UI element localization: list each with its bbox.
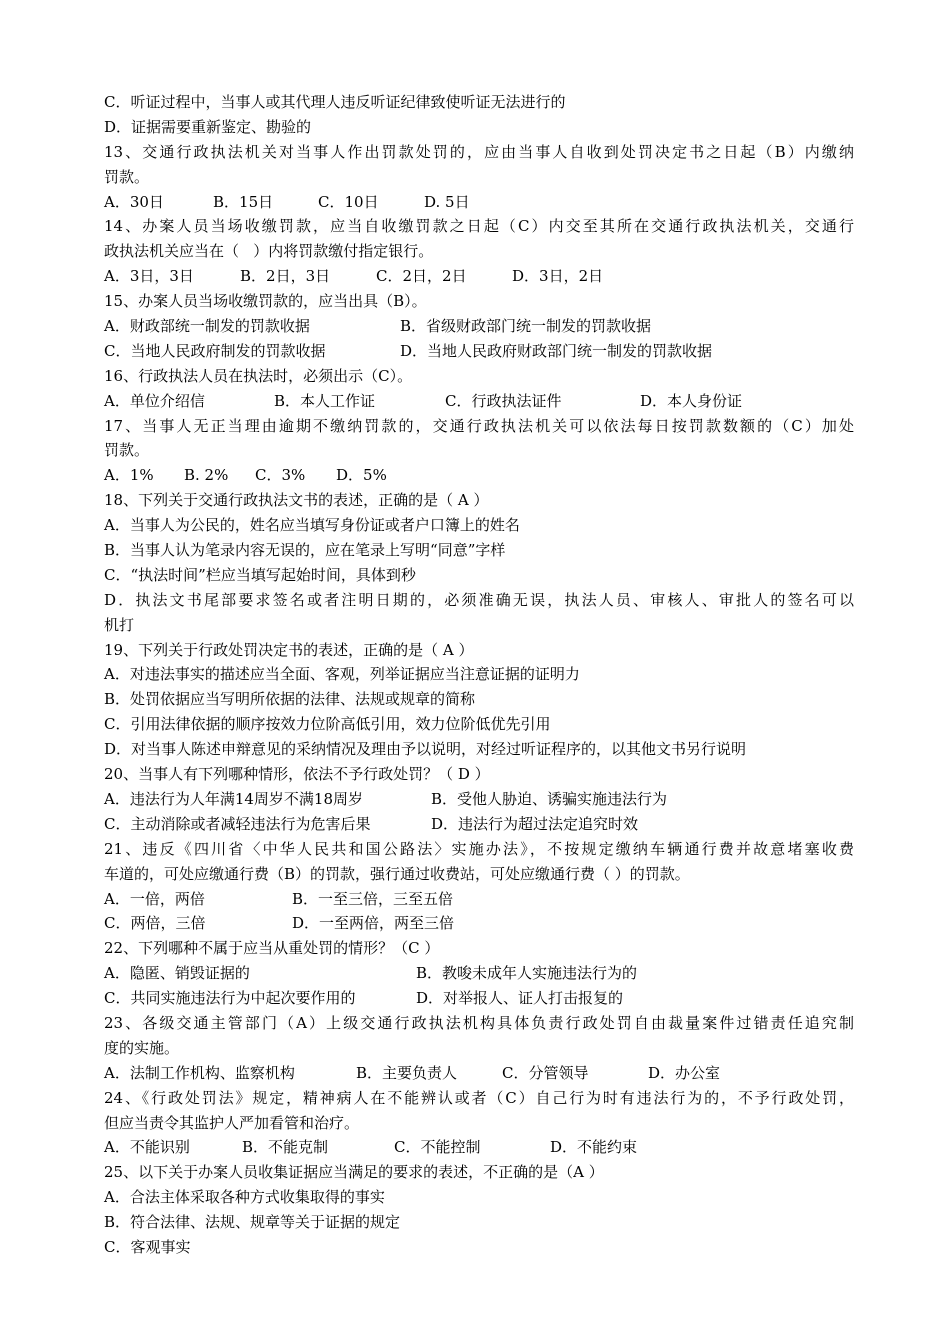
text-line: B．当事人认为笔录内容无误的，应在笔录上写明“同意”字样 <box>104 541 506 560</box>
option-row <box>104 314 854 339</box>
text-line: B．处罚依据应当写明所依据的法律、法规或规章的简称 <box>104 690 476 709</box>
answer-option: A．30日 <box>104 192 164 211</box>
answer-option: D．对举报人、证人打击报复的 <box>416 989 624 1008</box>
answer-option: A．一倍，两倍 <box>104 889 205 908</box>
answer-option: A．1% <box>104 466 154 485</box>
text-line: 度的实施。 <box>104 1038 180 1057</box>
option-row <box>104 389 854 414</box>
answer-option: D. 5日 <box>424 192 470 211</box>
option-row <box>104 1061 854 1086</box>
text-line: C．引用法律依据的顺序按效力位阶高低引用，效力位阶低优先引用 <box>104 715 551 734</box>
answer-option: C．共同实施违法行为中起次要作用的 <box>104 989 356 1008</box>
text-line: 机打 <box>104 615 135 634</box>
answer-option: D．本人身份证 <box>640 391 743 410</box>
answer-option: D．办公室 <box>648 1063 721 1082</box>
text-line: D．执法文书尾部要求签名或者注明日期的，必须准确无误，执法人员、审核人、审批人的签名可以 <box>104 590 854 609</box>
text-line: C．客观事实 <box>104 1237 191 1256</box>
answer-option: B．主要负责人 <box>356 1063 458 1082</box>
answer-option: B．受他人胁迫、诱骗实施违法行为 <box>431 789 668 808</box>
text-line: A．当事人为公民的，姓名应当填写身份证或者户口簿上的姓名 <box>104 516 520 535</box>
text-line: 25、以下关于办案人员收集证据应当满足的要求的表述，不正确的是（A ） <box>104 1163 604 1182</box>
answer-option: B．2日，3日 <box>240 267 331 286</box>
answer-option: B．本人工作证 <box>274 391 376 410</box>
answer-option: A．法制工作机构、监察机构 <box>104 1063 295 1082</box>
answer-option: B．省级财政部门统一制发的罚款收据 <box>400 317 652 336</box>
answer-option: C．分管领导 <box>502 1063 589 1082</box>
text-line: 13、交通行政执法机关对当事人作出罚款处罚的，应由当事人自收到处罚决定书之日起（B）内缴纳 <box>104 142 854 161</box>
answer-option: C．10日 <box>318 192 379 211</box>
answer-option: D．3日，2日 <box>512 267 604 286</box>
option-row <box>104 812 854 837</box>
text-line: A．合法主体采取各种方式收集取得的事实 <box>104 1188 385 1207</box>
answer-option: A．财政部统一制发的罚款收据 <box>104 317 310 336</box>
answer-option: C．当地人民政府制发的罚款收据 <box>104 341 326 360</box>
answer-option: A．3日，3日 <box>104 267 194 286</box>
document-page <box>104 90 854 1260</box>
text-line: 罚款。 <box>104 441 150 460</box>
answer-option: B．教唆未成年人实施违法行为的 <box>416 964 638 983</box>
text-line: B．符合法律、法规、规章等关于证据的规定 <box>104 1213 401 1232</box>
text-line: 24、《行政处罚法》规定，精神病人在不能辨认或者（C）自己行为时有违法行为的，不予行政处罚， <box>104 1088 854 1107</box>
answer-option: A．单位介绍信 <box>104 391 205 410</box>
text-line: 21、违反《四川省〈中华人民共和国公路法〉实施办法》，不按规定缴纳车辆通行费并故意堵塞收费 <box>104 839 854 858</box>
answer-option: D．5% <box>336 466 387 485</box>
option-row <box>104 339 854 364</box>
answer-option: B．15日 <box>213 192 274 211</box>
answer-option: C．不能控制 <box>394 1138 481 1157</box>
answer-option: C．两倍，三倍 <box>104 914 206 933</box>
text-line: 20、当事人有下列哪种情形，依法不予行政处罚？（ D ） <box>104 765 490 784</box>
text-line: 15、办案人员当场收缴罚款的，应当出具（B）。 <box>104 292 427 311</box>
option-row <box>104 190 854 215</box>
option-row <box>104 961 854 986</box>
option-row <box>104 787 854 812</box>
answer-option: A．隐匿、销毁证据的 <box>104 964 250 983</box>
text-line: D．证据需要重新鉴定、勘验的 <box>104 117 312 136</box>
answer-option: C．行政执法证件 <box>445 391 562 410</box>
option-row <box>104 911 854 936</box>
text-line: 政执法机关应当在（ ）内将罚款缴付指定银行。 <box>104 242 434 261</box>
text-line: 23、各级交通主管部门（A）上级交通行政执法机构具体负责行政处罚自由裁量案件过错责任追究制 <box>104 1013 854 1032</box>
text-line: 19、下列关于行政处罚决定书的表述，正确的是（ A ） <box>104 640 474 659</box>
answer-option: D．一至两倍，两至三倍 <box>292 914 455 933</box>
text-line: 车道的，可处应缴通行费（B）的罚款，强行通过收费站，可处应缴通行费（ ）的罚款。 <box>104 864 690 883</box>
text-line: C．听证过程中，当事人或其代理人违反听证纪律致使听证无法进行的 <box>104 93 566 111</box>
text-line: 16、行政执法人员在执法时，必须出示（C）。 <box>104 366 413 385</box>
answer-option: B. 2% <box>184 466 229 485</box>
answer-option: C．2日，2日 <box>376 267 467 286</box>
answer-option: B．一至三倍，三至五倍 <box>292 889 454 908</box>
answer-option: C．3% <box>255 466 306 485</box>
text-line: 18、下列关于交通行政执法文书的表述，正确的是（ A ） <box>104 491 489 510</box>
answer-option: A．不能识别 <box>104 1138 190 1157</box>
option-row <box>104 887 854 912</box>
text-line: 22、下列哪种不属于应当从重处罚的情形？（C ） <box>104 939 440 958</box>
answer-option: A．违法行为人年满14周岁不满18周岁 <box>104 789 364 808</box>
text-line: 14、办案人员当场收缴罚款，应当自收缴罚款之日起（C）内交至其所在交通行政执法机关，交通行 <box>104 217 854 236</box>
text-line: 罚款。 <box>104 167 150 186</box>
option-row <box>104 463 854 488</box>
answer-option: D．违法行为超过法定追究时效 <box>431 814 639 833</box>
option-row <box>104 1135 854 1160</box>
answer-option: D．当地人民政府财政部门统一制发的罚款收据 <box>400 341 713 360</box>
text-line: A．对违法事实的描述应当全面、客观，列举证据应当注意证据的证明力 <box>104 665 580 684</box>
text-line: D．对当事人陈述申辩意见的采纳情况及理由予以说明，对经过听证程序的，以其他文书另行说明 <box>104 740 747 759</box>
text-line: C．“执法时间”栏应当填写起始时间，具体到秒 <box>104 565 416 584</box>
answer-option: D．不能约束 <box>550 1138 638 1157</box>
answer-option: B．不能克制 <box>242 1138 329 1157</box>
option-row <box>104 264 854 289</box>
answer-option: C．主动消除或者减轻违法行为危害后果 <box>104 814 371 833</box>
option-row <box>104 986 854 1011</box>
text-line: 17、当事人无正当理由逾期不缴纳罚款的，交通行政执法机关可以依法每日按罚款数额的（C）加处 <box>104 416 854 435</box>
text-line: 但应当责令其监护人严加看管和治疗。 <box>104 1113 360 1132</box>
